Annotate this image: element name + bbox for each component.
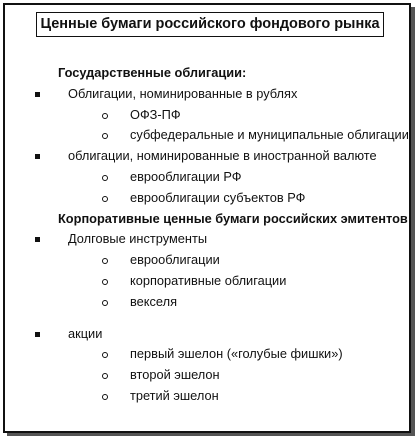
square-bullet-icon bbox=[35, 332, 40, 337]
square-bullet-icon bbox=[35, 92, 40, 97]
list-subitem: второй эшелон bbox=[5, 365, 409, 386]
slide-frame bbox=[3, 3, 411, 433]
section-heading: Корпоративные ценные бумаги российских эмитентов: bbox=[58, 210, 413, 226]
square-bullet-icon bbox=[35, 154, 40, 159]
list-item: акции bbox=[5, 324, 409, 345]
list-subitem: субфедеральные и муниципальные облигации bbox=[5, 125, 409, 146]
list-item: облигации, номинированные в иностранной валюте bbox=[5, 146, 409, 167]
list-subitem: еврооблигации РФ bbox=[5, 167, 409, 188]
circle-bullet-icon bbox=[102, 352, 108, 358]
list-subitem: первый эшелон («голубые фишки») bbox=[5, 344, 409, 365]
circle-bullet-icon bbox=[102, 300, 108, 306]
list-subitem: ОФЗ-ПФ bbox=[5, 105, 409, 126]
slide-title: Ценные бумаги российского фондового рынка bbox=[36, 12, 384, 37]
section-heading: Государственные облигации: bbox=[58, 65, 247, 80]
securities-list bbox=[5, 63, 413, 407]
circle-bullet-icon bbox=[102, 196, 108, 202]
square-bullet-icon bbox=[35, 237, 40, 242]
circle-bullet-icon bbox=[102, 373, 108, 379]
list-subitem: третий эшелон bbox=[5, 386, 409, 407]
circle-bullet-icon bbox=[102, 258, 108, 264]
circle-bullet-icon bbox=[102, 175, 108, 181]
circle-bullet-icon bbox=[102, 279, 108, 285]
list-subitem: еврооблигации субъектов РФ bbox=[5, 188, 409, 209]
circle-bullet-icon bbox=[102, 133, 108, 139]
list-item: Облигации, номинированные в рублях bbox=[5, 84, 409, 105]
list-subitem: векселя bbox=[5, 292, 409, 313]
circle-bullet-icon bbox=[102, 394, 108, 400]
list-subitem: корпоративные облигации bbox=[5, 271, 409, 292]
circle-bullet-icon bbox=[102, 113, 108, 119]
list-item: Долговые инструменты bbox=[5, 229, 409, 250]
spacer bbox=[5, 313, 409, 324]
list-subitem: еврооблигации bbox=[5, 250, 409, 271]
